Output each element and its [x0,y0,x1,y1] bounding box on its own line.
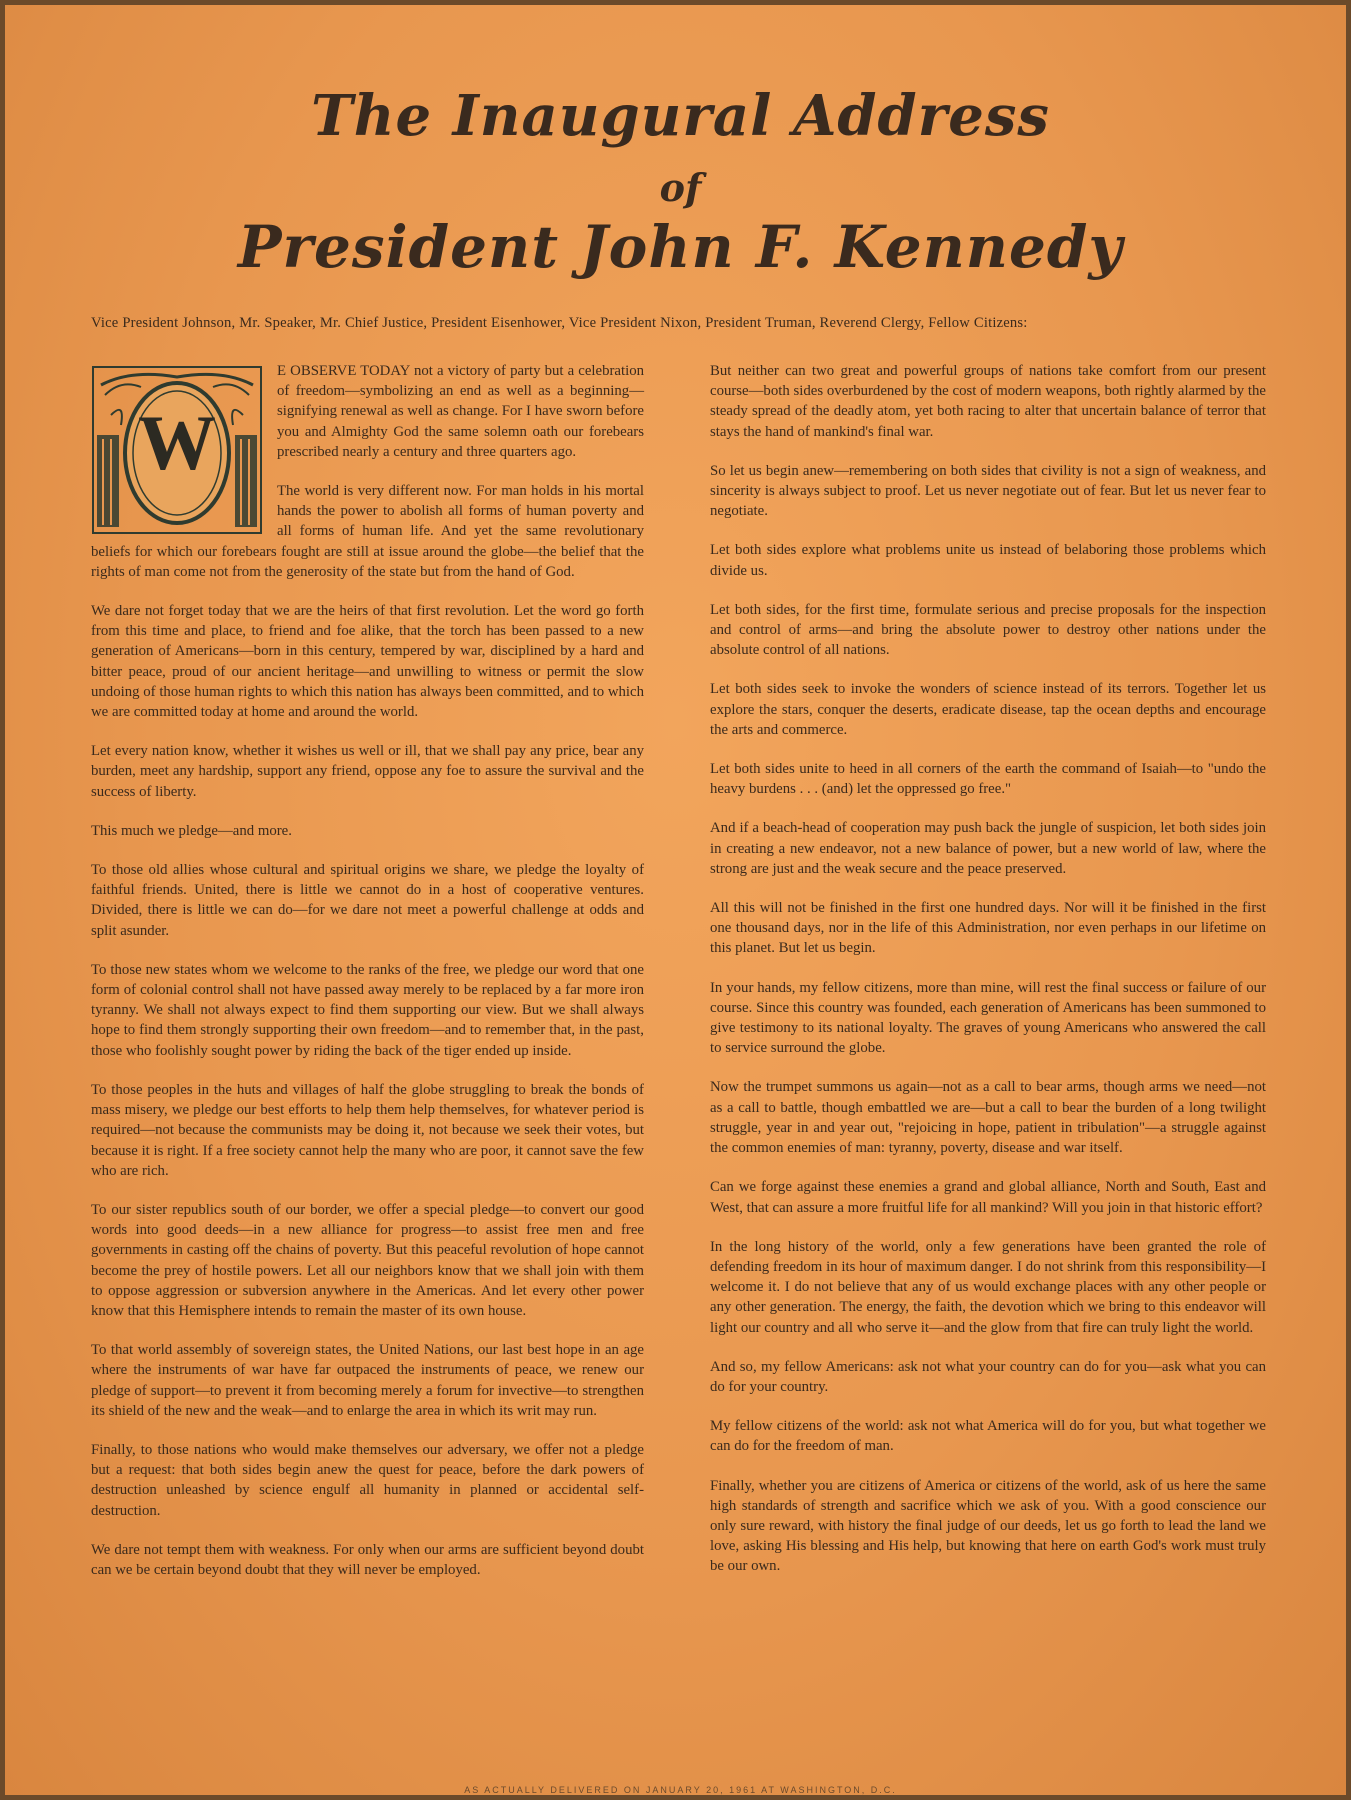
paragraph: Finally, whether you are citizens of America or citizens of the world, ask of us here the same high standards of strength and sacrifice which we ask of you. With a good conscience our only sure reward, with history the final judge of our deeds, let us go forth to lead the land we love, asking His blessing and His help, but knowing that here on earth God's work must truly be our own. [710,1477,1266,1575]
paragraph: Let both sides, for the first time, formulate serious and precise proposals for the inspection and control of arms—and bring the absolute power to destroy other nations under the absolute control of all nations. [710,601,1266,659]
paragraph: Can we forge against these enemies a grand and global alliance, North and South, East and West, that can assure a more fruitful life for all mankind? Will you join in that historic effort? [710,1179,1266,1216]
title-line-3: President John F. Kennedy [237,213,1124,281]
paragraph: Let both sides unite to heed in all corners of the earth the command of Isaiah—to "undo the heavy burdens . . . (and) let the oppressed go free." [710,761,1266,798]
drop-cap-lead-words: E OBSERVE TODAY [277,363,410,379]
paragraph-text: not a victory of party but a celebration of freedom—symbolizing an end as well as a beginning—signifying renewal as well as change. For I have sworn before you and Almighty God the same solemn oath our forebears prescribed nearly a century and three quarters ago. [277,363,644,460]
paragraph: In your hands, my fellow citizens, more than mine, will rest the final success or failure of our course. Since this country was founded, each generation of Americans has been summoned to give testimony to its national loyalty. The graves of young Americans who answered the call to service surround the globe. [710,979,1266,1057]
right-column [710,361,1266,1596]
paragraph: We dare not tempt them with weakness. For only when our arms are sufficient beyond doubt can we be certain beyond doubt that they will never be employed. [91,1541,644,1578]
drop-cap-letter: W [138,399,216,486]
ornamental-drop-cap [91,365,263,535]
paragraph: To those peoples in the huts and villages of half the globe struggling to break the bonds of mass misery, we pledge our best efforts to help them help themselves, for whatever period is required—not because the communists may be doing it, not because we seek their votes, but because it is right. If a free society cannot help the many who are poor, it cannot save the few who are rich. [91,1081,644,1179]
paragraph: To those new states whom we welcome to the ranks of the free, we pledge our word that one form of colonial control shall not have passed away merely to be replaced by a far more iron tyranny. We shall not always expect to find them supporting our view. But we shall always hope to find them strongly supporting their own freedom—and to remember that, in the past, those who foolishly sought power by riding the back of the tiger ended up inside. [91,961,644,1059]
paragraph: We dare not forget today that we are the heirs of that first revolution. Let the word go forth from this time and place, to friend and foe alike, that the torch has been passed to a new generation of Americans—born in this century, tempered by war, disciplined by a hard and bitter peace, proud of our ancient heritage—and unwilling to witness or permit the slow undoing of those human rights to which this nation has always been committed, and to which we are committed today at home and around the world. [91,603,644,721]
left-column [91,361,644,1599]
paragraph: But neither can two great and powerful groups of nations take comfort from our present course—both sides overburdened by the cost of modern weapons, both rightly alarmed by the steady spread of the deadly atom, yet both racing to alter that uncertain balance of terror that stays the hand of mankind's final war. [710,363,1266,440]
paragraph: And if a beach-head of cooperation may push back the jungle of suspicion, let both sides join in creating a new endeavor, not a new balance of power, but a new world of law, where the strong are just and the weak secure and the peace preserved. [710,820,1266,877]
paragraph: This much we pledge—and more. [91,822,292,839]
paragraph: To that world assembly of sovereign states, the United Nations, our last best hope in an age where the instruments of war have far outpaced the instruments of peace, we renew our pledge of support—to prevent it from becoming merely a forum for invective—to strengthen its shield of the new and the weak—and to enlarge the area in which its writ may run. [91,1342,644,1419]
title-line-2: of [659,165,702,210]
paragraph: And so, my fellow Americans: ask not what your country can do for you—ask what you can do for your country. [710,1358,1266,1395]
paragraph: Now the trumpet summons us again—not as a call to bear arms, though arms we need—not as a call to battle, though embattled we are—but a call to bear the burden of a long twilight struggle, year in and year out, "rejoicing in hope, patient in tribulation"—a struggle against the common enemies of man: tyranny, poverty, disease and war itself. [710,1079,1266,1157]
footer-note: AS ACTUALLY DELIVERED ON JANUARY 20, 1961 AT WASHINGTON, D.C. [464,1785,897,1795]
paragraph: The world is very different now. For man holds in his mortal hands the power to abolish all forms of human poverty and all forms of human life. And yet the same revolutionary beliefs for which our forebears fought are still at issue around the globe—the belief that the rights of man come not from the generosity of the state but from the hand of God. [91,483,644,580]
paragraph: To those old allies whose cultural and spiritual origins we share, we pledge the loyalty of faithful friends. United, there is little we cannot do in a host of cooperative ventures. Divided, there is little we can do—for we dare not meet a powerful challenge at odds and split asunder. [91,862,644,939]
title-line-1: The Inaugural Address [311,83,1050,149]
paragraph: Let both sides seek to invoke the wonders of science instead of its terrors. Together let us explore the stars, conquer the deserts, eradicate disease, tap the ocean depths and encourage the arts and commerce. [710,681,1266,738]
paragraph: In the long history of the world, only a few generations have been granted the role of defending freedom in its hour of maximum danger. I do not shrink from this responsibility—I welcome it. I do not believe that any of us would exchange places with any other people or any other generation. The energy, the faith, the devotion which we bring to this endeavor will light our country and all who serve it—and the glow from that fire can truly light the world. [710,1238,1266,1336]
paragraph: My fellow citizens of the world: ask not what America will do for you, but what together we can do for the freedom of man. [710,1418,1266,1455]
paragraph: Let every nation know, whether it wishes us well or ill, that we shall pay any price, bear any burden, meet any hardship, support any friend, oppose any foe to assure the survival and the success of liberty. [91,743,644,800]
paragraph: So let us begin anew—remembering on both sides that civility is not a sign of weakness, and sincerity is always subject to proof. Let us never negotiate out of fear. But let us never fear to negotiate. [710,462,1266,520]
paragraph: Finally, to those nations who would make themselves our adversary, we offer not a pledge but a request: that both sides begin anew the quest for peace, before the dark powers of destruction unleashed by science engulf all humanity in planned or accidental self-destruction. [91,1441,644,1519]
opening-paragraph [91,361,644,486]
paragraph: To our sister republics south of our border, we offer a special pledge—to convert our good words into good deeds—in a new alliance for progress—to assist free men and free governments in casting off the chains of poverty. But this peaceful revolution of hope cannot become the prey of hostile powers. Let all our neighbors know that we shall join with them to oppose aggression or subversion anywhere in the Americas. And let every other power know that this Hemisphere intends to remain the master of its own house. [91,1201,644,1319]
paragraph: Let both sides explore what problems unite us instead of belaboring those problems which divide us. [710,542,1266,579]
salutation: Vice President Johnson, Mr. Speaker, Mr. Chief Justice, President Eisenhower, Vice President Nixon, President Truman, Reverend Clergy, Fellow Citizens: [91,315,1028,331]
paragraph: All this will not be finished in the first one hundred days. Nor will it be finished in the first one thousand days, nor in the life of this Administration, nor even perhaps in our lifetime on this planet. But let us begin. [710,900,1266,957]
